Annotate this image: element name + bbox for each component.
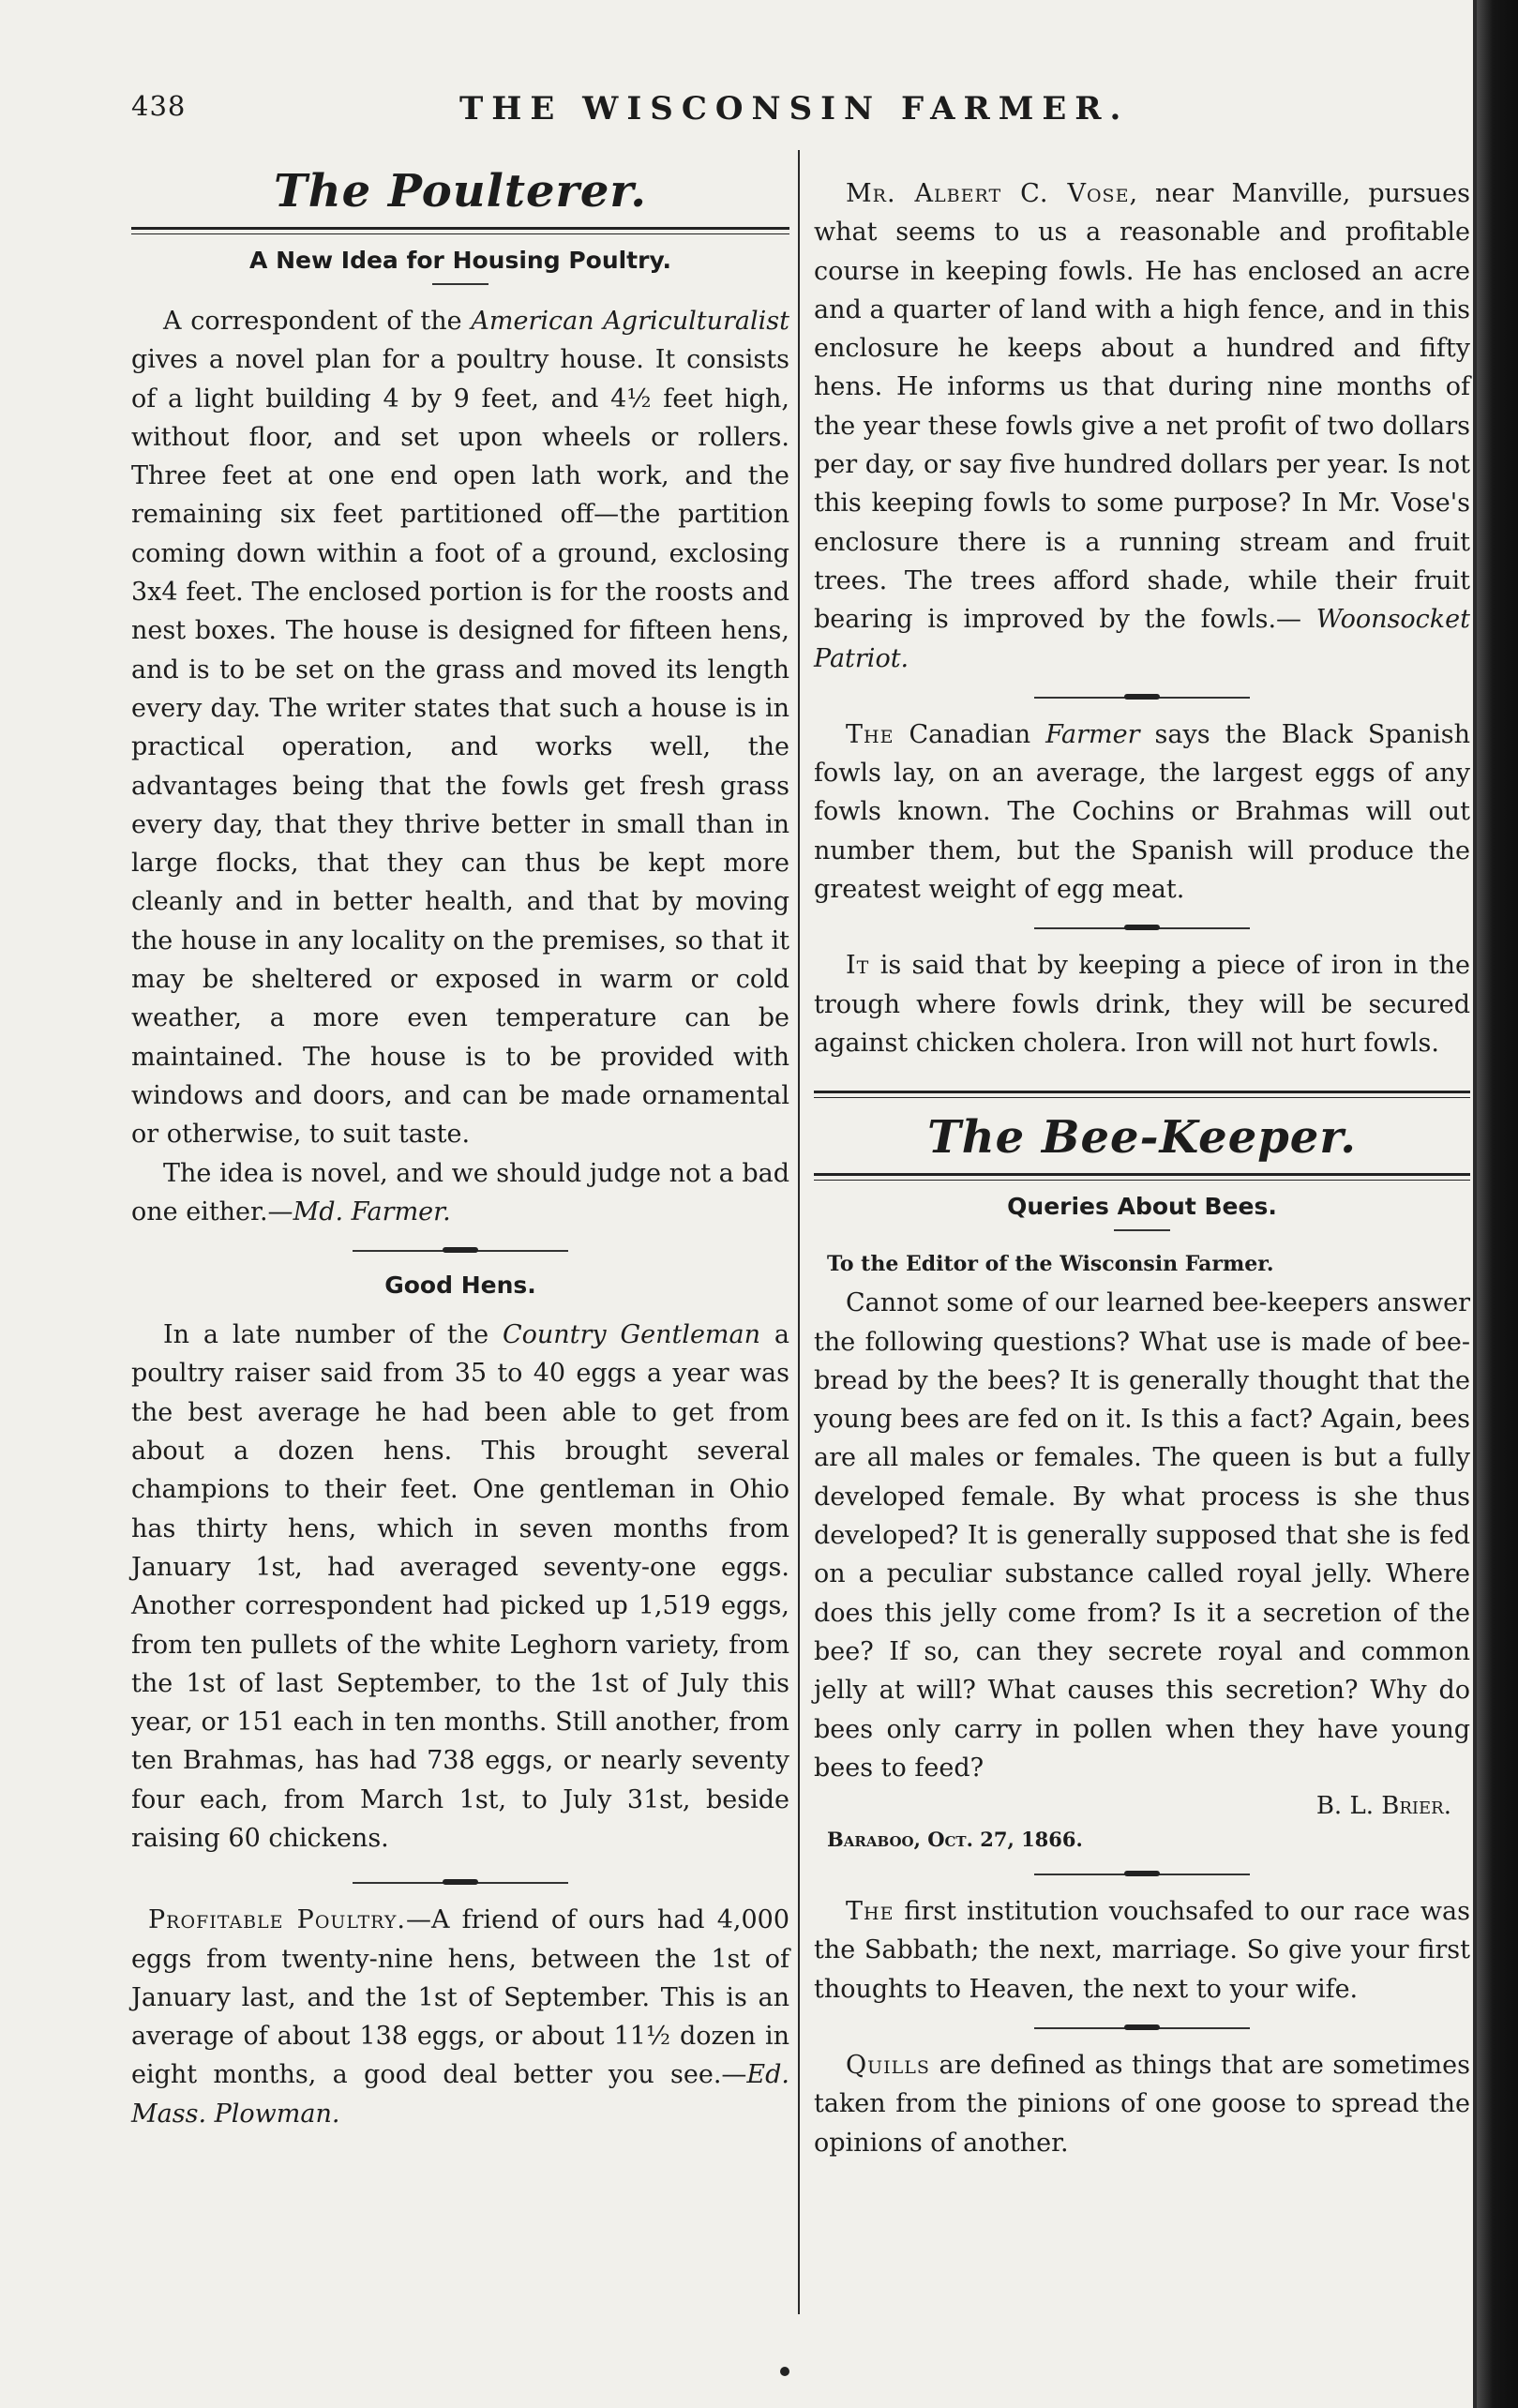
journal-title: THE WISCONSIN FARMER.	[459, 90, 1130, 128]
section-ornament	[1034, 1870, 1250, 1879]
article-heading-good-hens: Good Hens.	[384, 1272, 536, 1300]
article-paragraph: A correspondent of the American Agriculturalist gives a novel plan for a poultry house. It consists of a light building 4 by 9 feet, and 4½ feet high, without floor, and set upon wheels or rollers. Three feet at one end open lath work, and the remaining six feet partitioned off—the partition coming down within a foot of a ground, exclosing 3x4 feet. The enclosed portion is for the roosts and nest boxes. The house is designed for fifteen hens, and is to be set on the grass and moved its length every day. The writer states that such a house is in practical operation, and works well, the advantages being that the fowls get fresh grass every day, that they thrive better in small than in large flocks, that they can thus be kept more cleanly and in better health, and that by moving the house in any locality on the premises, so that it may be sheltered or exposed in warm or cold weather, a more even temperature can be maintained. The house is to be provided with windows and doors, and can be made ornamental or otherwise, to suit taste.	[131, 307, 789, 1150]
double-rule	[814, 1091, 1470, 1098]
article-paragraph: Profitable Poultry.—A friend of ours had 4,000 eggs from twenty-nine hens, between the 1st of January last, and the 1st of September. This is an average of about 138 eggs, or about 11½ dozen in eight months, a good deal better you see.—Ed. Mass. Plowman.	[131, 1905, 790, 2129]
section-ornament	[1034, 924, 1250, 933]
article-paragraph: Quills are defined as things that are sometimes taken from the pinions of one goose to spread the opinions of another.	[814, 2050, 1470, 2158]
column-divider	[798, 150, 800, 2314]
running-head	[131, 90, 1444, 137]
article-heading-queries-bees: Queries About Bees.	[1007, 1193, 1277, 1221]
section-ornament	[1034, 693, 1250, 702]
article-paragraph: The idea is novel, and we should judge not a bad one either.—Md. Farmer.	[131, 1158, 790, 1227]
bee-keeper-department-heading: The Bee-Keeper.	[927, 1111, 1357, 1165]
letter-signature: B. L. Brier.	[1315, 1792, 1451, 1821]
article-heading-housing-poultry: A New Idea for Housing Poultry.	[249, 247, 671, 274]
poulterer-department-heading: The Poulterer.	[274, 165, 647, 218]
short-rule	[1114, 1229, 1170, 1231]
letter-salutation: To the Editor of the Wisconsin Farmer.	[827, 1252, 1274, 1277]
article-paragraph: Cannot some of our learned bee-keepers answer the following questions? What use is made of bee-bread by the bees? It is generally thought that the young bees are fed on it. Is this a fact? Again, bees are all males or females. The queen is but a fully developed female. By what process is she thus developed? It is generally supposed that she is fed on a peculiar substance called royal jelly. Where does this jelly come from? Is it a secretion of the bee? If so, can they secrete royal and common jelly at will? What causes this secretion? Why do bees only carry in pollen when they have young bees to feed?	[814, 1288, 1470, 1783]
double-rule	[131, 227, 789, 234]
article-paragraph: The first institution vouchsafed to our race was the Sabbath; the next, marriage. So give your first thoughts to Heaven, the next to your wife.	[814, 1897, 1470, 2004]
left-column	[131, 161, 789, 2133]
short-rule	[432, 283, 488, 285]
section-ornament	[353, 1246, 568, 1256]
article-paragraph: The Canadian Farmer says the Black Spanish fowls lay, on an average, the largest eggs of any fowls known. The Cochins or Brahmas will out number them, but the Spanish will produce the greatest weight of egg meat.	[814, 719, 1470, 905]
double-rule	[814, 1173, 1470, 1181]
right-column	[814, 161, 1470, 2162]
article-paragraph: Mr. Albert C. Vose, near Manville, pursues what seems to us a reasonable and profitable course in keeping fowls. He has enclosed an acre and a quarter of land with a high fence, and in this enclosure he keeps about a hundred and fifty hens. He informs us that during nine months of the year these fowls give a net profit of two dollars per day, or say five hundred dollars per year. Is not this keeping fowls to some purpose? In Mr. Vose's enclosure there is a running stream and fruit trees. The trees afford shade, while their fruit bearing is improved by the fowls.— Woonsocket Patriot.	[814, 179, 1470, 673]
section-ornament	[353, 1878, 568, 1888]
print-mark	[780, 2367, 789, 2376]
article-paragraph: In a late number of the Country Gentleman a poultry raiser said from 35 to 40 eggs a year was the best average he had been able to get from about a dozen hens. This brought several champions to their feet. One gentleman in Ohio has thirty hens, which in seven months from January 1st, had averaged seventy-one eggs. Another correspondent had picked up 1,519 eggs, from ten pullets of the white Leghorn variety, from the 1st of last September, to the 1st of July this year, or 151 each in ten months. Still another, from ten Brahmas, has had 738 eggs, or nearly seventy four each, from March 1st, to July 31st, beside raising 60 chickens.	[131, 1320, 789, 1853]
page-number: 438	[131, 90, 187, 122]
letter-dateline: Baraboo, Oct. 27, 1866.	[827, 1828, 1083, 1852]
page-edge-shadow	[1477, 0, 1518, 2408]
section-ornament	[1034, 2024, 1250, 2033]
article-paragraph: It is said that by keeping a piece of iron in the trough where fowls drink, they will be secured against chicken cholera. Iron will not hurt fowls.	[814, 951, 1470, 1058]
